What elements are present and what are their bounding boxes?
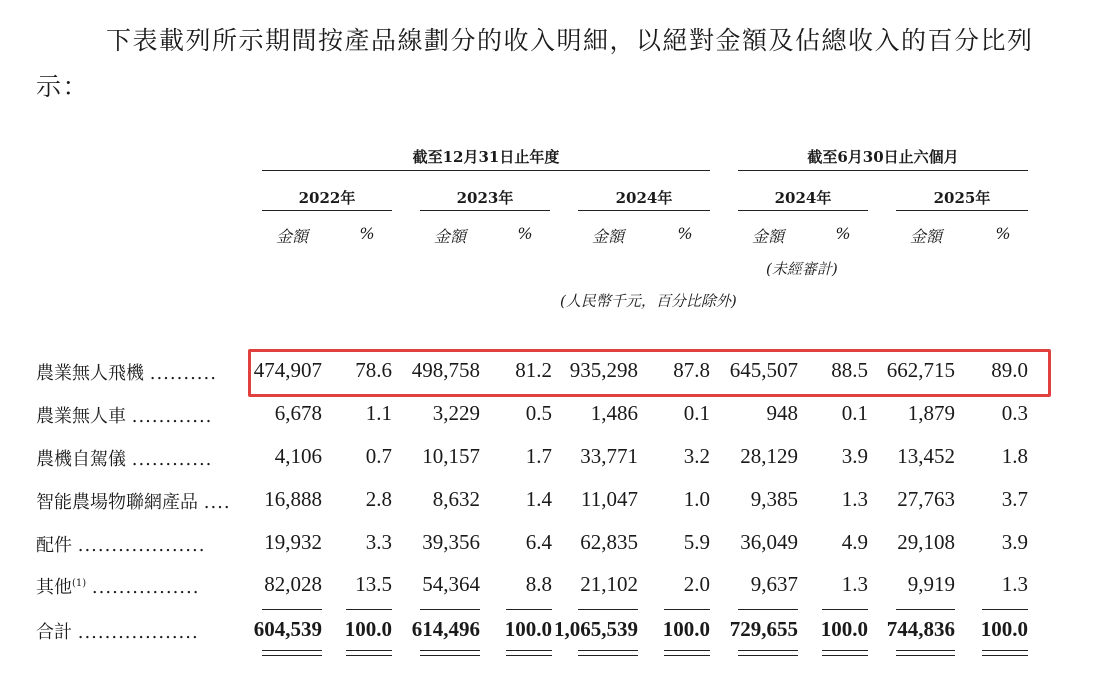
amount-cell: 9,919 xyxy=(907,572,955,596)
total-rule xyxy=(896,609,955,610)
unit-note: (人民幣千元，百分比除外) xyxy=(560,292,737,310)
year-header-2024: 2024年 xyxy=(615,189,673,207)
percent-cell: 5.9 xyxy=(683,530,710,554)
percent-cell: 2.0 xyxy=(683,572,710,596)
percent-cell: 3.2 xyxy=(683,444,710,468)
percent-cell: 1.1 xyxy=(365,401,392,425)
percent-cell: 100.0 xyxy=(504,617,552,641)
year-rule xyxy=(420,210,550,211)
col-header-amount: 金額 xyxy=(591,227,624,246)
group-header-year: 截至12月31日止年度 xyxy=(412,148,560,166)
total-rule xyxy=(738,650,798,651)
group-header-six-months: 截至6月30日止六個月 xyxy=(807,148,959,166)
year-header-2023: 2023年 xyxy=(456,189,514,207)
col-header-amount: 金額 xyxy=(275,227,308,246)
amount-cell: 744,836 xyxy=(886,617,955,641)
row-label xyxy=(36,359,217,385)
amount-cell: 614,496 xyxy=(411,617,480,641)
percent-cell: 87.8 xyxy=(673,358,710,382)
percent-cell: 100.0 xyxy=(662,617,710,641)
row-label xyxy=(36,573,199,599)
total-rule xyxy=(346,609,392,610)
amount-cell: 39,356 xyxy=(422,530,480,554)
col-header-percent: % xyxy=(835,224,851,243)
percent-cell: 88.5 xyxy=(831,358,868,382)
amount-cell: 1,879 xyxy=(907,401,955,425)
percent-cell: 2.8 xyxy=(365,487,392,511)
intro-paragraph: 下表載列所示期間按產品線劃分的收入明細，以絕對金額及佔總收入的百分比列示： xyxy=(36,26,1034,101)
group-rule-year xyxy=(262,170,710,171)
percent-cell: 3.7 xyxy=(1001,487,1028,511)
percent-cell: 100.0 xyxy=(980,617,1028,641)
year-rule xyxy=(262,210,392,211)
amount-cell: 21,102 xyxy=(580,572,638,596)
amount-cell: 662,715 xyxy=(886,358,955,382)
total-rule xyxy=(982,655,1028,656)
row-label-text: 農業無人車 xyxy=(36,406,126,427)
amount-cell: 33,771 xyxy=(580,444,638,468)
amount-cell: 36,049 xyxy=(740,530,798,554)
dot-leader: .... xyxy=(203,492,231,513)
col-header-percent: % xyxy=(677,224,693,243)
amount-cell: 54,364 xyxy=(422,572,480,596)
amount-cell: 82,028 xyxy=(264,572,322,596)
total-rule xyxy=(664,655,710,656)
dot-leader: ............ xyxy=(131,449,213,470)
col-header-percent: % xyxy=(995,224,1011,243)
amount-cell: 1,486 xyxy=(590,401,638,425)
row-label-text: 農業無人飛機 xyxy=(36,363,144,384)
amount-cell: 16,888 xyxy=(264,487,322,511)
row-label-text: 配件 xyxy=(36,535,72,556)
dot-leader: .......... xyxy=(149,363,217,384)
year-rule xyxy=(578,210,710,211)
total-rule xyxy=(664,650,710,651)
total-rule xyxy=(738,655,798,656)
amount-cell: 9,385 xyxy=(750,487,798,511)
amount-cell: 935,298 xyxy=(569,358,638,382)
total-rule xyxy=(578,655,638,656)
percent-cell: 0.5 xyxy=(525,401,552,425)
amount-cell: 1,065,539 xyxy=(554,617,638,641)
percent-cell: 89.0 xyxy=(991,358,1028,382)
percent-cell: 3.9 xyxy=(841,444,868,468)
total-rule xyxy=(982,609,1028,610)
amount-cell: 645,507 xyxy=(729,358,798,382)
percent-cell: 0.7 xyxy=(365,444,392,468)
total-rule xyxy=(346,655,392,656)
total-rule xyxy=(506,650,552,651)
percent-cell: 6.4 xyxy=(525,530,552,554)
total-rule xyxy=(506,609,552,610)
unaudited-note: (未經審計) xyxy=(766,260,838,278)
percent-cell: 1.7 xyxy=(525,444,552,468)
dot-leader: .................. xyxy=(77,622,199,643)
total-rule xyxy=(506,655,552,656)
amount-cell: 3,229 xyxy=(432,401,480,425)
total-rule xyxy=(578,650,638,651)
percent-cell: 1.3 xyxy=(1001,572,1028,596)
amount-cell: 11,047 xyxy=(581,487,638,511)
amount-cell: 10,157 xyxy=(422,444,480,468)
year-header-2025-h1: 2025年 xyxy=(933,189,991,207)
amount-cell: 4,106 xyxy=(274,444,322,468)
amount-cell: 29,108 xyxy=(897,530,955,554)
year-header-2024-h1: 2024年 xyxy=(774,189,832,207)
total-rule xyxy=(738,609,798,610)
total-rule xyxy=(262,609,322,610)
year-rule xyxy=(896,210,1028,211)
row-label xyxy=(36,618,199,644)
total-rule xyxy=(262,655,322,656)
amount-cell: 9,637 xyxy=(750,572,798,596)
total-rule xyxy=(822,650,868,651)
total-rule xyxy=(420,650,480,651)
amount-cell: 27,763 xyxy=(897,487,955,511)
dot-leader: ............ xyxy=(131,406,213,427)
total-rule xyxy=(982,650,1028,651)
amount-cell: 13,452 xyxy=(897,444,955,468)
row-label-text: 智能農場物聯網產品 xyxy=(36,492,198,513)
percent-cell: 100.0 xyxy=(820,617,868,641)
amount-cell: 474,907 xyxy=(253,358,322,382)
percent-cell: 8.8 xyxy=(525,572,552,596)
amount-cell: 19,932 xyxy=(264,530,322,554)
total-rule xyxy=(420,609,480,610)
row-label xyxy=(36,445,212,471)
total-rule xyxy=(420,655,480,656)
amount-cell: 8,632 xyxy=(432,487,480,511)
row-label xyxy=(36,531,205,557)
amount-cell: 604,539 xyxy=(253,617,322,641)
row-label xyxy=(36,402,212,428)
row-label-text: 合計 xyxy=(36,622,72,643)
percent-cell: 0.3 xyxy=(1001,401,1028,425)
percent-cell: 0.1 xyxy=(841,401,868,425)
total-rule xyxy=(262,650,322,651)
footnote-marker: (1) xyxy=(72,578,87,589)
total-rule xyxy=(822,609,868,610)
col-header-percent: % xyxy=(359,224,375,243)
percent-cell: 3.3 xyxy=(365,530,392,554)
total-rule xyxy=(578,609,638,610)
percent-cell: 81.2 xyxy=(515,358,552,382)
percent-cell: 13.5 xyxy=(355,572,392,596)
percent-cell: 3.9 xyxy=(1001,530,1028,554)
col-header-amount: 金額 xyxy=(909,227,942,246)
year-header-2022: 2022年 xyxy=(298,189,356,207)
year-rule xyxy=(738,210,868,211)
amount-cell: 28,129 xyxy=(740,444,798,468)
col-header-amount: 金額 xyxy=(433,227,466,246)
col-header-amount: 金額 xyxy=(751,227,784,246)
amount-cell: 948 xyxy=(766,401,798,425)
dot-leader: ................ xyxy=(91,577,200,598)
total-rule xyxy=(664,609,710,610)
amount-cell: 6,678 xyxy=(274,401,322,425)
amount-cell: 62,835 xyxy=(580,530,638,554)
percent-cell: 100.0 xyxy=(344,617,392,641)
percent-cell: 0.1 xyxy=(683,401,710,425)
amount-cell: 729,655 xyxy=(729,617,798,641)
total-rule xyxy=(896,655,955,656)
percent-cell: 4.9 xyxy=(841,530,868,554)
percent-cell: 1.0 xyxy=(683,487,710,511)
dot-leader: ................... xyxy=(77,535,206,556)
percent-cell: 78.6 xyxy=(355,358,392,382)
percent-cell: 1.4 xyxy=(525,487,552,511)
percent-cell: 1.3 xyxy=(841,572,868,596)
amount-cell: 498,758 xyxy=(411,358,480,382)
row-label-text: 其他 xyxy=(36,577,72,598)
percent-cell: 1.8 xyxy=(1001,444,1028,468)
percent-cell: 1.3 xyxy=(841,487,868,511)
total-rule xyxy=(822,655,868,656)
total-rule xyxy=(896,650,955,651)
total-rule xyxy=(346,650,392,651)
col-header-percent: % xyxy=(517,224,533,243)
group-rule-six-months xyxy=(738,170,1028,171)
row-label-text: 農機自駕儀 xyxy=(36,449,126,470)
